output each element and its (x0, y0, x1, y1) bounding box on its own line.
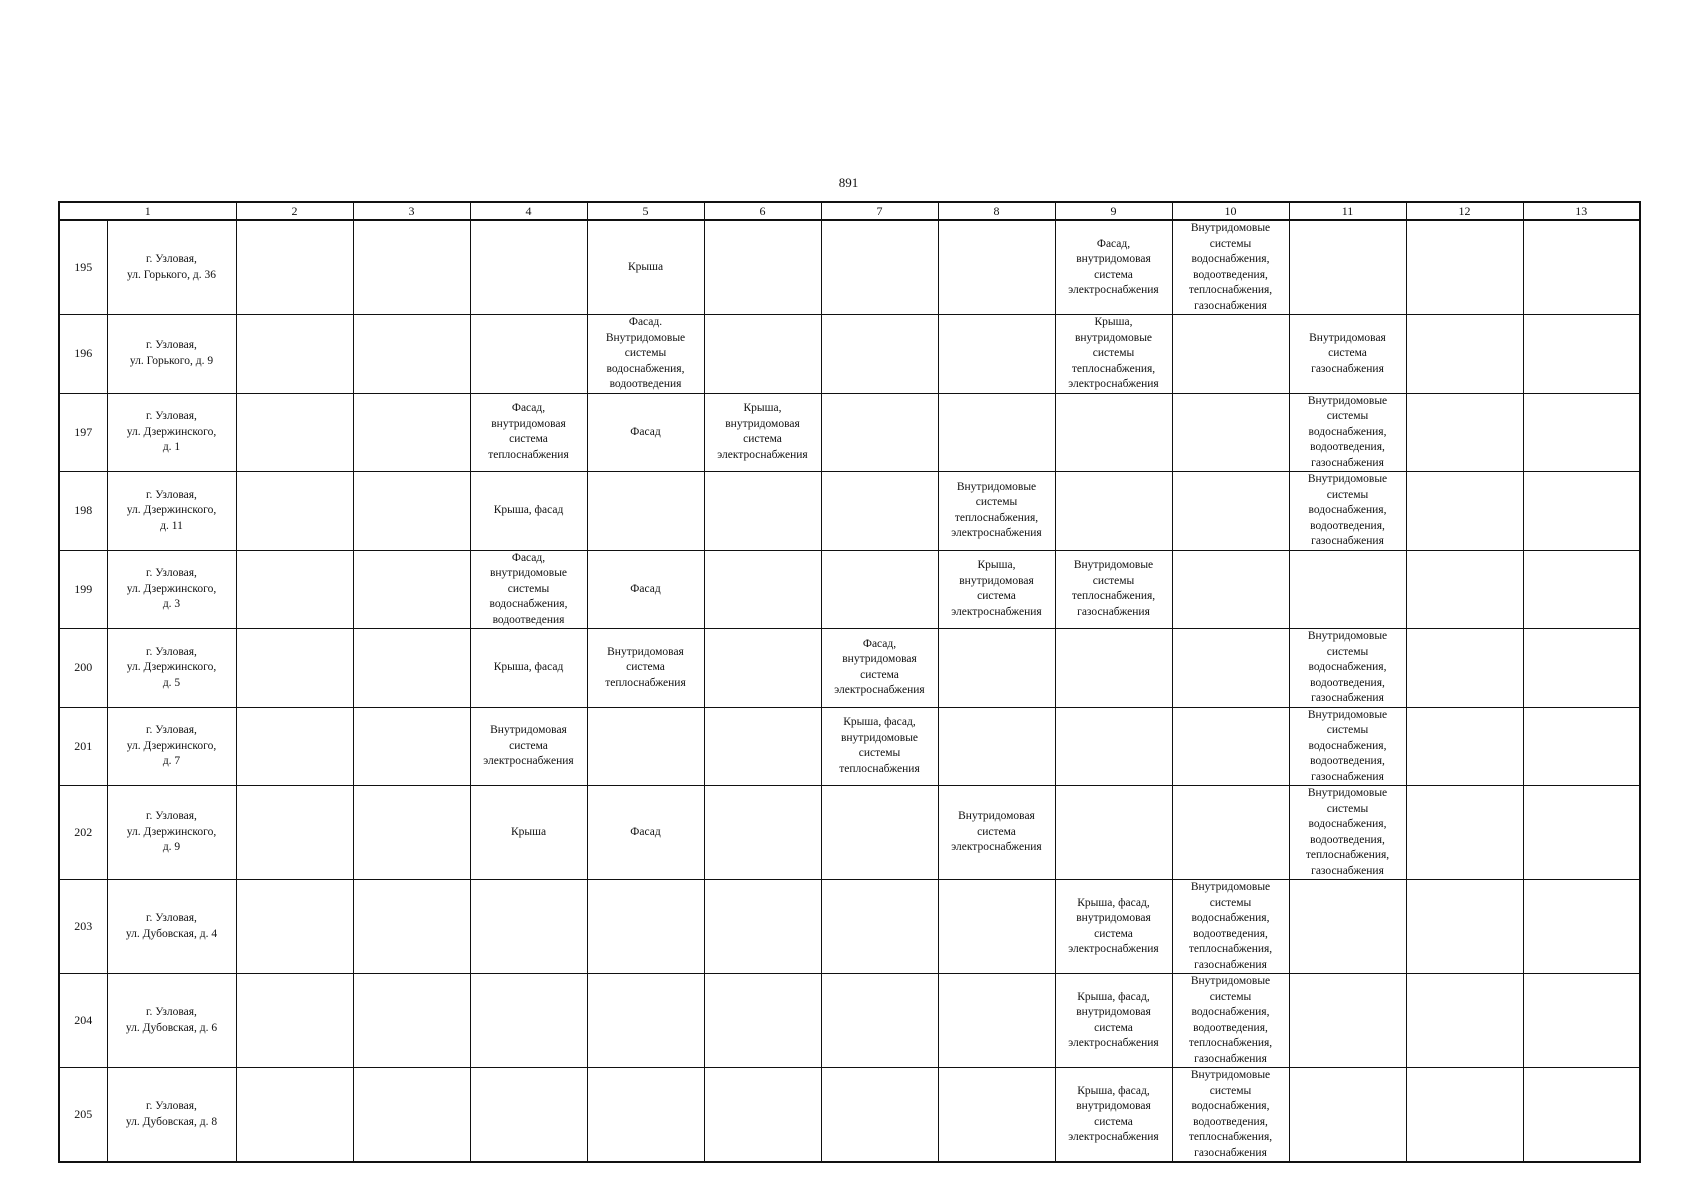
work-cell-col-5 (587, 974, 704, 1068)
work-cell-col-4 (470, 974, 587, 1068)
work-cell-col-7 (821, 786, 938, 880)
work-cell-col-13 (1523, 550, 1640, 629)
address-cell: г. Узловая, ул. Дубовская, д. 6 (107, 974, 236, 1068)
column-header: 4 (470, 202, 587, 220)
work-cell-col-4: Фасад, внутридомовые системы водоснабжения, водоотведения (470, 550, 587, 629)
table-row (59, 629, 1640, 708)
work-cell-col-12 (1406, 1068, 1523, 1163)
column-header: 8 (938, 202, 1055, 220)
work-cell-col-7 (821, 880, 938, 974)
table-row (59, 472, 1640, 551)
work-cell-col-5 (587, 472, 704, 551)
address-cell: г. Узловая, ул. Горького, д. 9 (107, 315, 236, 394)
column-header: 13 (1523, 202, 1640, 220)
work-cell-col-5: Фасад (587, 786, 704, 880)
work-cell-col-2 (236, 707, 353, 786)
work-cell-col-3 (353, 974, 470, 1068)
work-cell-col-7 (821, 315, 938, 394)
work-cell-col-7: Крыша, фасад, внутридомовые системы теплоснабжения (821, 707, 938, 786)
column-header: 1 (59, 202, 236, 220)
work-cell-col-7 (821, 974, 938, 1068)
work-cell-col-10: Внутридомовые системы водоснабжения, водоотведения, теплоснабжения, газоснабжения (1172, 1068, 1289, 1163)
work-cell-col-2 (236, 629, 353, 708)
work-cell-col-9: Крыша, фасад, внутридомовая система электроснабжения (1055, 1068, 1172, 1163)
work-cell-col-6 (704, 1068, 821, 1163)
work-cell-col-6 (704, 550, 821, 629)
work-cell-col-5: Крыша (587, 220, 704, 315)
work-cell-col-7 (821, 1068, 938, 1163)
work-cell-col-7: Фасад, внутридомовая система электроснабжения (821, 629, 938, 708)
work-cell-col-12 (1406, 707, 1523, 786)
work-cell-col-2 (236, 974, 353, 1068)
work-cell-col-3 (353, 550, 470, 629)
work-cell-col-11: Внутридомовые системы водоснабжения, водоотведения, газоснабжения (1289, 393, 1406, 472)
column-header: 6 (704, 202, 821, 220)
work-cell-col-5: Фасад. Внутридомовые системы водоснабжения, водоотведения (587, 315, 704, 394)
work-cell-col-8 (938, 707, 1055, 786)
work-cell-col-2 (236, 472, 353, 551)
work-cell-col-8 (938, 393, 1055, 472)
work-cell-col-13 (1523, 707, 1640, 786)
work-cell-col-4 (470, 315, 587, 394)
address-cell: г. Узловая, ул. Дзержинского, д. 5 (107, 629, 236, 708)
work-cell-col-2 (236, 393, 353, 472)
repair-schedule-table (58, 201, 1641, 1163)
row-number: 199 (59, 550, 107, 629)
work-cell-col-2 (236, 880, 353, 974)
table-row (59, 220, 1640, 315)
work-cell-col-6 (704, 220, 821, 315)
work-cell-col-3 (353, 220, 470, 315)
address-cell: г. Узловая, ул. Дубовская, д. 8 (107, 1068, 236, 1163)
table-row (59, 393, 1640, 472)
address-cell: г. Узловая, ул. Дзержинского, д. 7 (107, 707, 236, 786)
work-cell-col-8 (938, 880, 1055, 974)
work-cell-col-3 (353, 393, 470, 472)
row-number: 197 (59, 393, 107, 472)
work-cell-col-10 (1172, 707, 1289, 786)
column-header: 7 (821, 202, 938, 220)
table-row (59, 1068, 1640, 1163)
work-cell-col-9: Крыша, внутридомовые системы теплоснабжения, электроснабжения (1055, 315, 1172, 394)
work-cell-col-4 (470, 220, 587, 315)
work-cell-col-13 (1523, 315, 1640, 394)
work-cell-col-11 (1289, 1068, 1406, 1163)
work-cell-col-4: Внутридомовая система электроснабжения (470, 707, 587, 786)
work-cell-col-10: Внутридомовые системы водоснабжения, водоотведения, теплоснабжения, газоснабжения (1172, 220, 1289, 315)
row-number: 203 (59, 880, 107, 974)
work-cell-col-8: Внутридомовые системы теплоснабжения, электроснабжения (938, 472, 1055, 551)
work-cell-col-11: Внутридомовые системы водоснабжения, водоотведения, газоснабжения (1289, 472, 1406, 551)
table-row (59, 974, 1640, 1068)
work-cell-col-10 (1172, 315, 1289, 394)
work-cell-col-5 (587, 880, 704, 974)
work-cell-col-9 (1055, 707, 1172, 786)
work-cell-col-5: Фасад (587, 393, 704, 472)
work-cell-col-2 (236, 786, 353, 880)
work-cell-col-3 (353, 629, 470, 708)
work-cell-col-12 (1406, 315, 1523, 394)
work-cell-col-3 (353, 707, 470, 786)
work-cell-col-7 (821, 220, 938, 315)
table-row (59, 707, 1640, 786)
work-cell-col-8 (938, 220, 1055, 315)
work-cell-col-2 (236, 220, 353, 315)
work-cell-col-8: Крыша, внутридомовая система электроснабжения (938, 550, 1055, 629)
work-cell-col-7 (821, 393, 938, 472)
work-cell-col-12 (1406, 393, 1523, 472)
work-cell-col-12 (1406, 472, 1523, 551)
work-cell-col-4: Крыша, фасад (470, 629, 587, 708)
address-cell: г. Узловая, ул. Горького, д. 36 (107, 220, 236, 315)
work-cell-col-10 (1172, 550, 1289, 629)
work-cell-col-3 (353, 472, 470, 551)
work-cell-col-6 (704, 707, 821, 786)
column-header: 5 (587, 202, 704, 220)
work-cell-col-8 (938, 974, 1055, 1068)
row-number: 200 (59, 629, 107, 708)
table-row (59, 786, 1640, 880)
table-row (59, 550, 1640, 629)
work-cell-col-13 (1523, 1068, 1640, 1163)
work-cell-col-6: Крыша, внутридомовая система электроснабжения (704, 393, 821, 472)
work-cell-col-6 (704, 974, 821, 1068)
work-cell-col-3 (353, 880, 470, 974)
work-cell-col-2 (236, 1068, 353, 1163)
work-cell-col-9 (1055, 786, 1172, 880)
work-cell-col-9: Крыша, фасад, внутридомовая система электроснабжения (1055, 880, 1172, 974)
work-cell-col-8 (938, 629, 1055, 708)
work-cell-col-9: Внутридомовые системы теплоснабжения, газоснабжения (1055, 550, 1172, 629)
work-cell-col-3 (353, 786, 470, 880)
column-header: 3 (353, 202, 470, 220)
work-cell-col-8: Внутридомовая система электроснабжения (938, 786, 1055, 880)
work-cell-col-11: Внутридомовая система газоснабжения (1289, 315, 1406, 394)
work-cell-col-9 (1055, 393, 1172, 472)
work-cell-col-10 (1172, 786, 1289, 880)
work-cell-col-6 (704, 315, 821, 394)
address-cell: г. Узловая, ул. Дзержинского, д. 1 (107, 393, 236, 472)
work-cell-col-13 (1523, 880, 1640, 974)
work-cell-col-6 (704, 472, 821, 551)
work-cell-col-11 (1289, 880, 1406, 974)
work-cell-col-7 (821, 472, 938, 551)
work-cell-col-12 (1406, 629, 1523, 708)
work-cell-col-8 (938, 1068, 1055, 1163)
work-cell-col-4: Крыша, фасад (470, 472, 587, 551)
work-cell-col-4 (470, 880, 587, 974)
work-cell-col-10 (1172, 393, 1289, 472)
work-cell-col-10: Внутридомовые системы водоснабжения, водоотведения, теплоснабжения, газоснабжения (1172, 880, 1289, 974)
work-cell-col-13 (1523, 629, 1640, 708)
work-cell-col-12 (1406, 786, 1523, 880)
work-cell-col-3 (353, 315, 470, 394)
work-cell-col-5: Внутридомовая система теплоснабжения (587, 629, 704, 708)
work-cell-col-10 (1172, 472, 1289, 551)
work-cell-col-13 (1523, 472, 1640, 551)
work-cell-col-13 (1523, 974, 1640, 1068)
work-cell-col-11 (1289, 550, 1406, 629)
work-cell-col-4: Фасад, внутридомовая система теплоснабжения (470, 393, 587, 472)
work-cell-col-5: Фасад (587, 550, 704, 629)
row-number: 196 (59, 315, 107, 394)
work-cell-col-9: Крыша, фасад, внутридомовая система электроснабжения (1055, 974, 1172, 1068)
work-cell-col-5 (587, 1068, 704, 1163)
work-cell-col-12 (1406, 974, 1523, 1068)
work-cell-col-2 (236, 315, 353, 394)
address-cell: г. Узловая, ул. Дзержинского, д. 11 (107, 472, 236, 551)
work-cell-col-11: Внутридомовые системы водоснабжения, водоотведения, теплоснабжения, газоснабжения (1289, 786, 1406, 880)
work-cell-col-12 (1406, 880, 1523, 974)
row-number: 195 (59, 220, 107, 315)
work-cell-col-9: Фасад, внутридомовая система электроснабжения (1055, 220, 1172, 315)
work-cell-col-7 (821, 550, 938, 629)
address-cell: г. Узловая, ул. Дзержинского, д. 9 (107, 786, 236, 880)
work-cell-col-11 (1289, 974, 1406, 1068)
column-header: 12 (1406, 202, 1523, 220)
column-header: 11 (1289, 202, 1406, 220)
row-number: 198 (59, 472, 107, 551)
work-cell-col-10 (1172, 629, 1289, 708)
column-header: 10 (1172, 202, 1289, 220)
address-cell: г. Узловая, ул. Дзержинского, д. 3 (107, 550, 236, 629)
work-cell-col-9 (1055, 629, 1172, 708)
work-cell-col-3 (353, 1068, 470, 1163)
row-number: 202 (59, 786, 107, 880)
work-cell-col-13 (1523, 786, 1640, 880)
work-cell-col-5 (587, 707, 704, 786)
work-cell-col-11: Внутридомовые системы водоснабжения, водоотведения, газоснабжения (1289, 629, 1406, 708)
table-row (59, 315, 1640, 394)
work-cell-col-12 (1406, 550, 1523, 629)
work-cell-col-8 (938, 315, 1055, 394)
work-cell-col-2 (236, 550, 353, 629)
table-row (59, 880, 1640, 974)
work-cell-col-6 (704, 786, 821, 880)
work-cell-col-6 (704, 880, 821, 974)
row-number: 204 (59, 974, 107, 1068)
column-header: 9 (1055, 202, 1172, 220)
page-number: 891 (838, 175, 859, 190)
work-cell-col-10: Внутридомовые системы водоснабжения, водоотведения, теплоснабжения, газоснабжения (1172, 974, 1289, 1068)
row-number: 201 (59, 707, 107, 786)
work-cell-col-12 (1406, 220, 1523, 315)
work-cell-col-6 (704, 629, 821, 708)
row-number: 205 (59, 1068, 107, 1163)
column-header: 2 (236, 202, 353, 220)
work-cell-col-9 (1055, 472, 1172, 551)
work-cell-col-4 (470, 1068, 587, 1163)
work-cell-col-11: Внутридомовые системы водоснабжения, водоотведения, газоснабжения (1289, 707, 1406, 786)
address-cell: г. Узловая, ул. Дубовская, д. 4 (107, 880, 236, 974)
work-cell-col-11 (1289, 220, 1406, 315)
column-header-row (59, 202, 1640, 220)
work-cell-col-4: Крыша (470, 786, 587, 880)
work-cell-col-13 (1523, 393, 1640, 472)
work-cell-col-13 (1523, 220, 1640, 315)
